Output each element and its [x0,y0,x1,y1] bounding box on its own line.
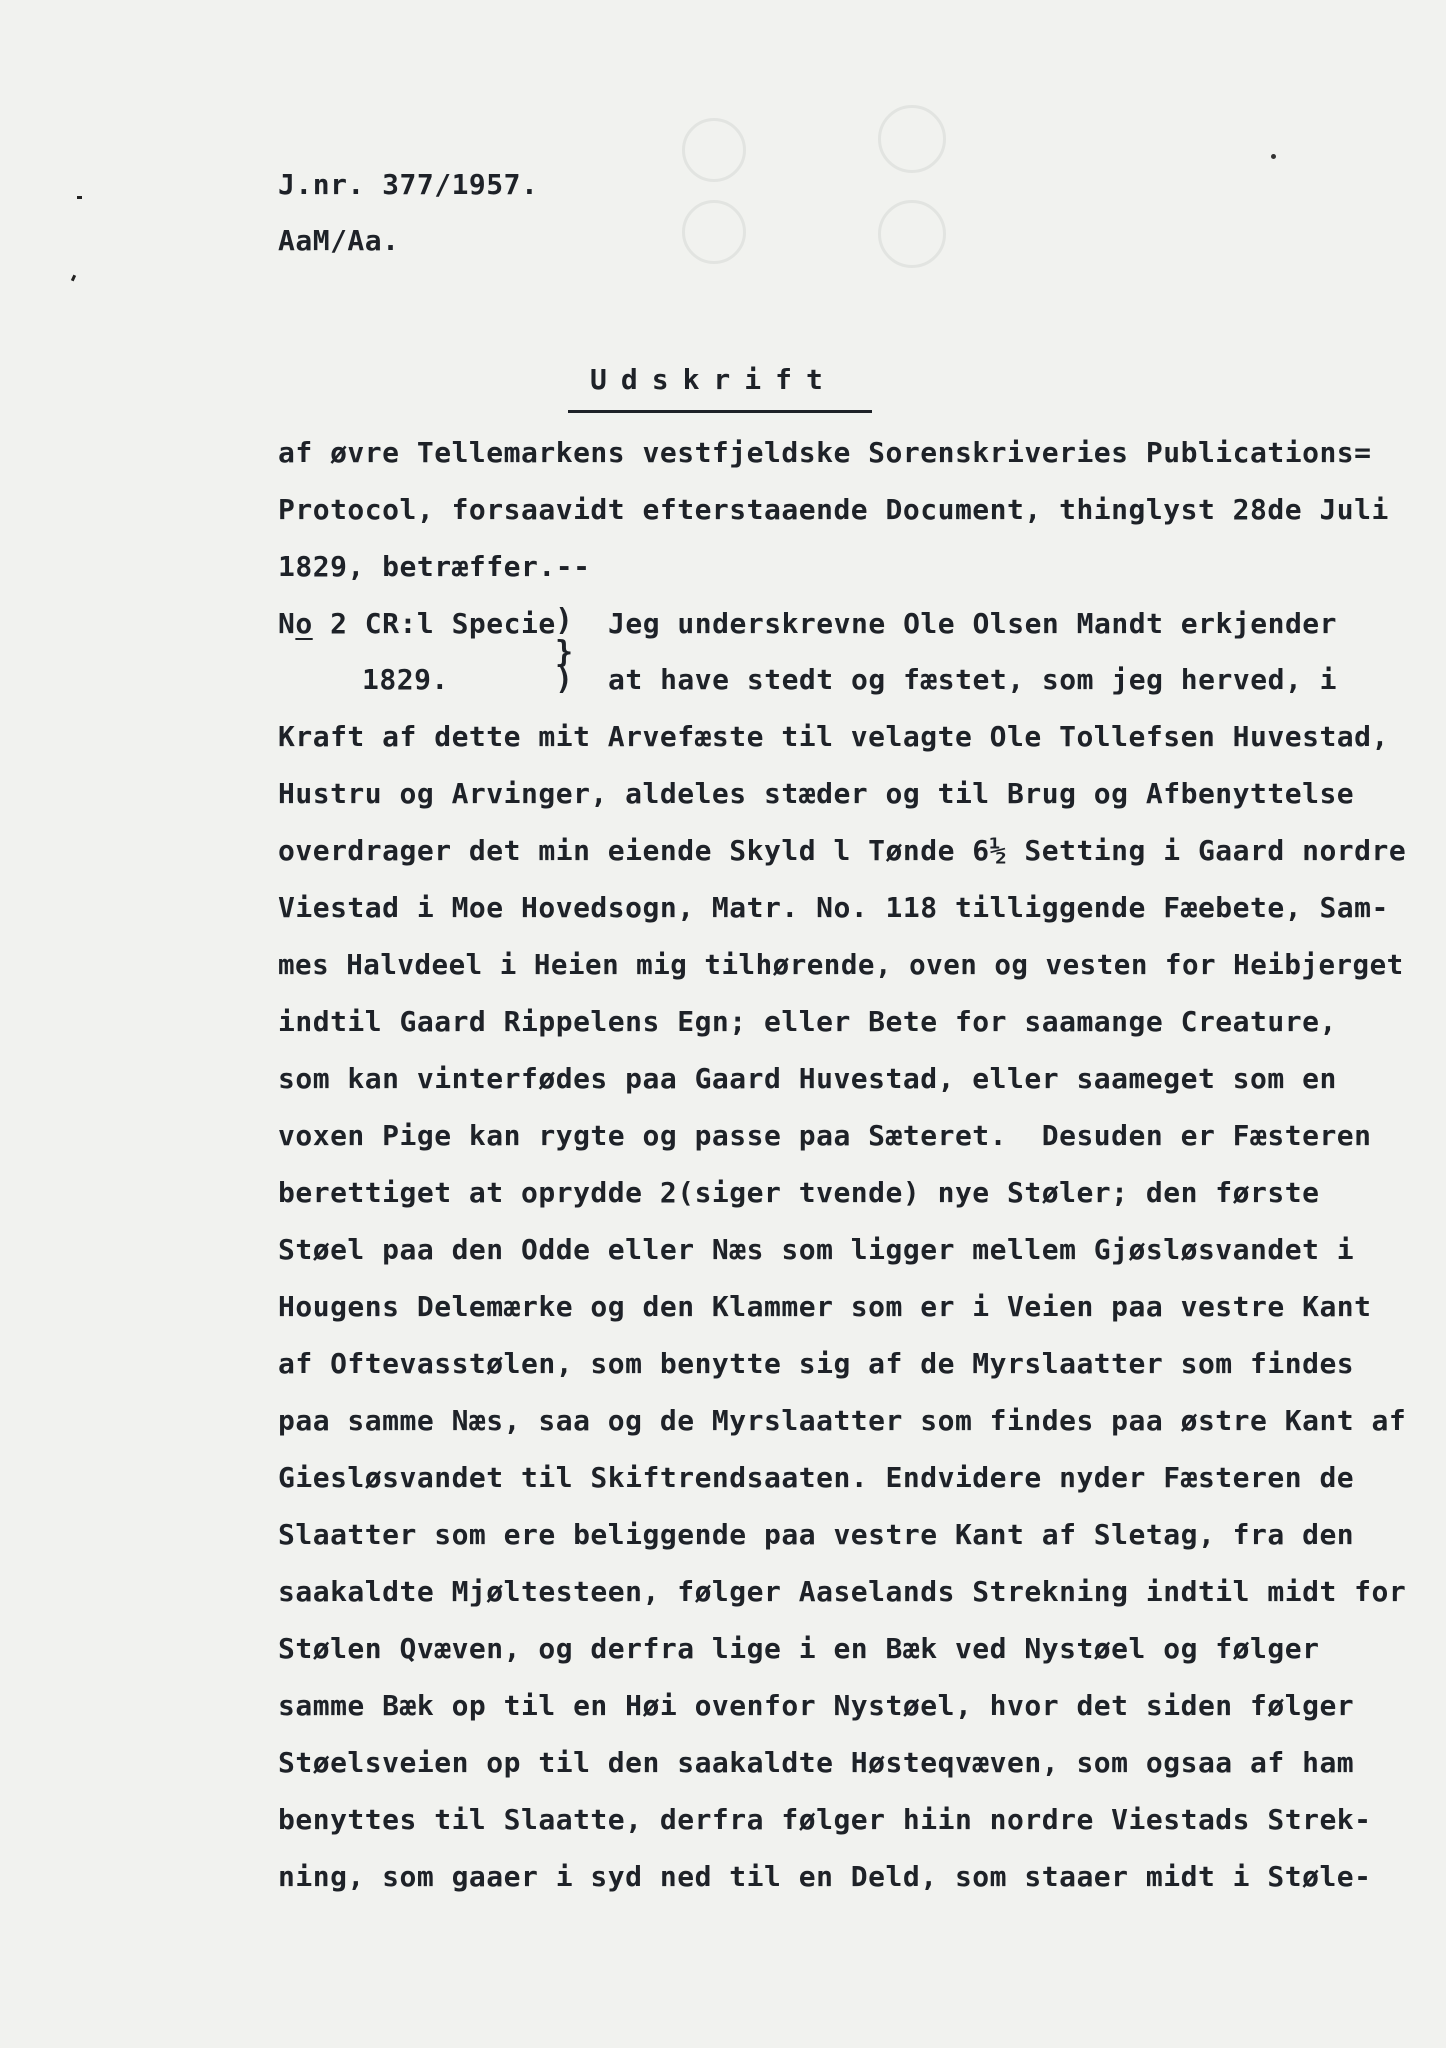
body-line: Hougens Delemærke og den Klammer som er i Veien paa vestre Kant [278,1290,1372,1323]
body-line: Slaatter som ere beliggende paa vestre Kant af Sletag, fra den [278,1518,1355,1551]
intro-line: af øvre Tellemarkens vestfjeldske Sorenskriveries Publications= [278,436,1372,469]
body-line: Hustru og Arvinger, aldeles stæder og til Brug og Afbenyttelse [278,777,1355,810]
body-line: Stølen Qvæven, og derfra lige i en Bæk ved Nystøel og følger [278,1632,1320,1665]
body-line: berettiget at oprydde 2(siger tvende) nye Støler; den første [278,1176,1320,1209]
body-line: saakaldte Mjøltesteen, følger Aaselands Strekning indtil midt for [278,1575,1407,1608]
brace-mark: } [555,635,574,670]
ghost-stamp-3 [878,105,946,173]
body-line: Støel paa den Odde eller Næs som ligger mellem Gjøsløsvandet i [278,1233,1355,1266]
body-line: indtil Gaard Rippelens Egn; eller Bete for saamange Creature, [278,1005,1337,1038]
marginal-note-line [278,607,556,641]
body-line: voxen Pige kan rygte og passe paa Sæteret. Desuden er Fæsteren [278,1119,1372,1152]
body-line: mes Halvdeel i Heien mig tilhørende, oven og vesten for Heibjerget [278,949,1404,981]
ghost-stamp-4 [878,200,946,268]
body-line: ning, som gaaer i syd ned til en Deld, som staaer midt i Støle- [278,1860,1372,1893]
marginal-year: 1829. [362,663,449,696]
column-text-line: Jeg underskrevne Ole Olsen Mandt erkjender [608,607,1338,640]
ink-dot [1271,154,1276,159]
title-underline [568,410,872,413]
body-line: overdrager det min eiende Skyld l Tønde 6½ Setting i Gaard nordre [278,834,1407,867]
ghost-stamp-2 [682,200,746,264]
document-title: Udskrift [590,363,837,396]
intro-line: 1829, betræffer.-- [278,550,591,583]
marginal-no-underlined: o [295,607,313,640]
body-line: Viestad i Moe Hovedsogn, Matr. No. 118 tilliggende Fæebete, Sam- [278,891,1389,924]
ghost-stamp-1 [682,118,746,182]
column-text-line: at have stedt og fæstet, som jeg herved, i [608,663,1338,696]
margin-mark [71,275,76,282]
brace-mark: ) [555,662,574,697]
body-line: Kraft af dette mit Arvefæste til velagte Ole Tollefsen Huvestad, [278,720,1389,753]
brace-mark: ) [555,603,574,638]
body-line: som kan vinterfødes paa Gaard Huvestad, eller saameget som en [278,1062,1337,1095]
intro-line: Protocol, forsaavidt efterstaaende Document, thinglyst 28de Juli [278,493,1389,526]
journal-number: J.nr. 377/1957. [278,168,539,201]
marginal-line1-rest: 2 CR:l Specie [312,607,556,640]
body-line: Giesløsvandet til Skiftrendsaaten. Endvidere nyder Fæsteren de [278,1461,1355,1494]
reference-code: AaM/Aa. [278,224,400,257]
body-line: benyttes til Slaatte, derfra følger hiin nordre Viestads Strek- [278,1803,1372,1836]
body-line: Støelsveien op til den saakaldte Høsteqvæven, som ogsaa af ham [278,1746,1355,1779]
body-line: af Oftevasstølen, som benytte sig af de Myrslaatter som findes [278,1347,1355,1380]
marginal-no-prefix: N [278,607,296,640]
body-line: paa samme Næs, saa og de Myrslaatter som findes paa østre Kant af [278,1404,1407,1437]
body-line: samme Bæk op til en Høi ovenfor Nystøel, hvor det siden følger [278,1689,1355,1722]
margin-mark [77,196,82,199]
